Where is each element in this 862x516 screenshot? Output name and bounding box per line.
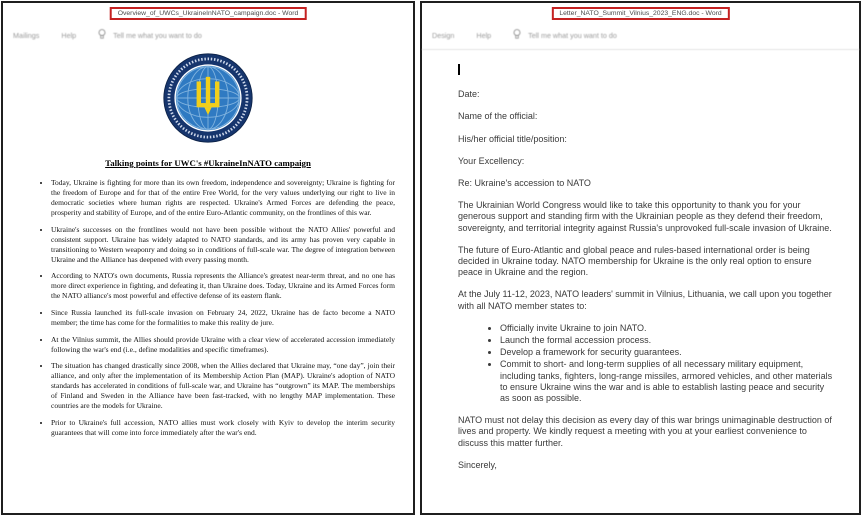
right-ribbon xyxy=(422,24,859,50)
lightbulb-icon xyxy=(98,29,106,42)
demand-item: • Launch the formal accession process. xyxy=(500,335,835,346)
demand-item: • Officially invite Ukraine to join NATO. xyxy=(500,323,835,334)
paragraph-delay: NATO must not delay this decision as every day of this war brings unimaginable destruction of lives and property. We kindly request a meeting with you at your earliest convenience to discuss this matter further. xyxy=(458,415,832,448)
talking-points-list xyxy=(39,178,395,438)
ribbon-tab-mailings[interactable]: Mailings xyxy=(13,31,40,40)
paragraph-thanks: The Ukrainian World Congress would like to take this opportunity to thank you for your generous support and standing firm with the Ukrainian people as they defend their freedom, sovereignty, and territorial integrity against Russia's unprovoked full-scale invasion of Ukraine. xyxy=(458,200,832,233)
ribbon-tab-design[interactable]: Design xyxy=(432,31,455,40)
tell-me-box[interactable]: Tell me what you want to do xyxy=(528,31,617,40)
word-window-letter-doc xyxy=(420,1,861,515)
left-ribbon xyxy=(3,24,413,49)
field-date: Date: xyxy=(458,89,480,100)
right-document-title: Letter_NATO_Summit_Vilnius_2023_ENG.doc - Word xyxy=(551,7,729,20)
right-titlebar xyxy=(422,3,859,24)
summit-demands-list xyxy=(486,323,835,404)
field-official-title: His/her official title/position: xyxy=(458,133,567,144)
talking-point: • Prior to Ukraine's full accession, NATO allies must work closely with Kyiv to develop the interim security guarantees that will come into force immediately after the war's end. xyxy=(51,418,395,438)
logo-wrap xyxy=(3,52,413,149)
closing: Sincerely, xyxy=(458,459,497,470)
demand-item: • Develop a framework for security guarantees. xyxy=(500,347,835,358)
uwc-emblem-icon xyxy=(162,52,254,144)
talking-point: • Ukraine's successes on the frontlines would not have been possible without the NATO Allies' powerful and consistent support. Ukraine has widely adapted to NATO standards, and its army has proven very capable in transitioning to Western weaponry and doing so in conditions of full-scale war. The degree of integration between Ukraine and the Alliance has deepened with every passing month. xyxy=(51,225,395,265)
letter-header-block xyxy=(458,89,835,145)
lightbulb-icon xyxy=(513,29,521,42)
ribbon-tab-help[interactable]: Help xyxy=(61,31,77,40)
tell-me-box[interactable]: Tell me what you want to do xyxy=(113,31,202,40)
talking-point: • Today, Ukraine is fighting for more than its own freedom, independence and sovereignty; Ukraine is fighting for the freedom of Europe and for that of the entire Free World, for the very values underlying our right to live in democratic societies where human rights are respected. Ukraine's Armed Forces are defending the peace, prosperity and stability of Europe, and of the entire Euro-Atlantic community, on the frontlines of this war. xyxy=(51,178,395,218)
field-official-name: Name of the official: xyxy=(458,111,538,122)
document-heading: Talking points for UWC's #UkraineInNATO campaign xyxy=(105,158,311,168)
word-window-overview-doc xyxy=(1,1,415,515)
paragraph-summit: At the July 11-12, 2023, NATO leaders' summit in Vilnius, Lithuania, we call upon you together with all NATO member states to: xyxy=(458,289,832,311)
salutation: Your Excellency: xyxy=(458,155,525,166)
demand-item: • Commit to short- and long-term supplies of all necessary military equipment, including tanks, fighters, long-range missiles, armored vehicles, and other materials to ensure Ukraine wins the war and is able to establish lasting peace and security as soon as possible. xyxy=(500,359,835,404)
talking-point: • Since Russia launched its full-scale invasion on February 24, 2022, Ukraine has de facto become a NATO member; the time has come for the formalities to make this reality de jure. xyxy=(51,308,395,328)
left-titlebar xyxy=(3,3,413,24)
talking-point: • According to NATO's own documents, Russia represents the Alliance's greatest near-term threat, and no one has more direct experience in fighting, and defeating it, than Ukraine does. Today, Ukraine and its Armed Forces form the NATO alliance's most powerful and effective defense of its eastern flank. xyxy=(51,271,395,301)
talking-point: • At the Vilnius summit, the Allies should provide Ukraine with a clear view of accelerated accession immediately following the war's end (i.e., define modalities and specific timeframes). xyxy=(51,335,395,355)
left-document-title: Overview_of_UWCs_UkraineInNATO_campaign.doc - Word xyxy=(110,7,307,20)
text-cursor xyxy=(458,64,460,75)
subject-line: Re: Ukraine's accession to NATO xyxy=(458,178,591,189)
talking-point: • The situation has changed drastically since 2008, when the Allies declared that Ukraine may, “one day”, join their alliance, and only after the implementation of its Membership Action Plan (MAP). Ukraine's adoption of NATO standards has accelerated in conditions of full-scale war, and Ukraine has “outgrown” its MAP. The memberships of Finland and Sweden in the Alliance have been fast-tracked, with no lengthy MAP implementation. These countries are the models for Ukraine. xyxy=(51,361,395,411)
letter-body[interactable] xyxy=(458,64,835,471)
ribbon-tab-help[interactable]: Help xyxy=(476,31,492,40)
paragraph-future: The future of Euro-Atlantic and global peace and rules-based international order is being decided in Ukraine today. NATO membership for Ukraine is the only real option to ensure peace in Ukraine and the region. xyxy=(458,244,812,278)
